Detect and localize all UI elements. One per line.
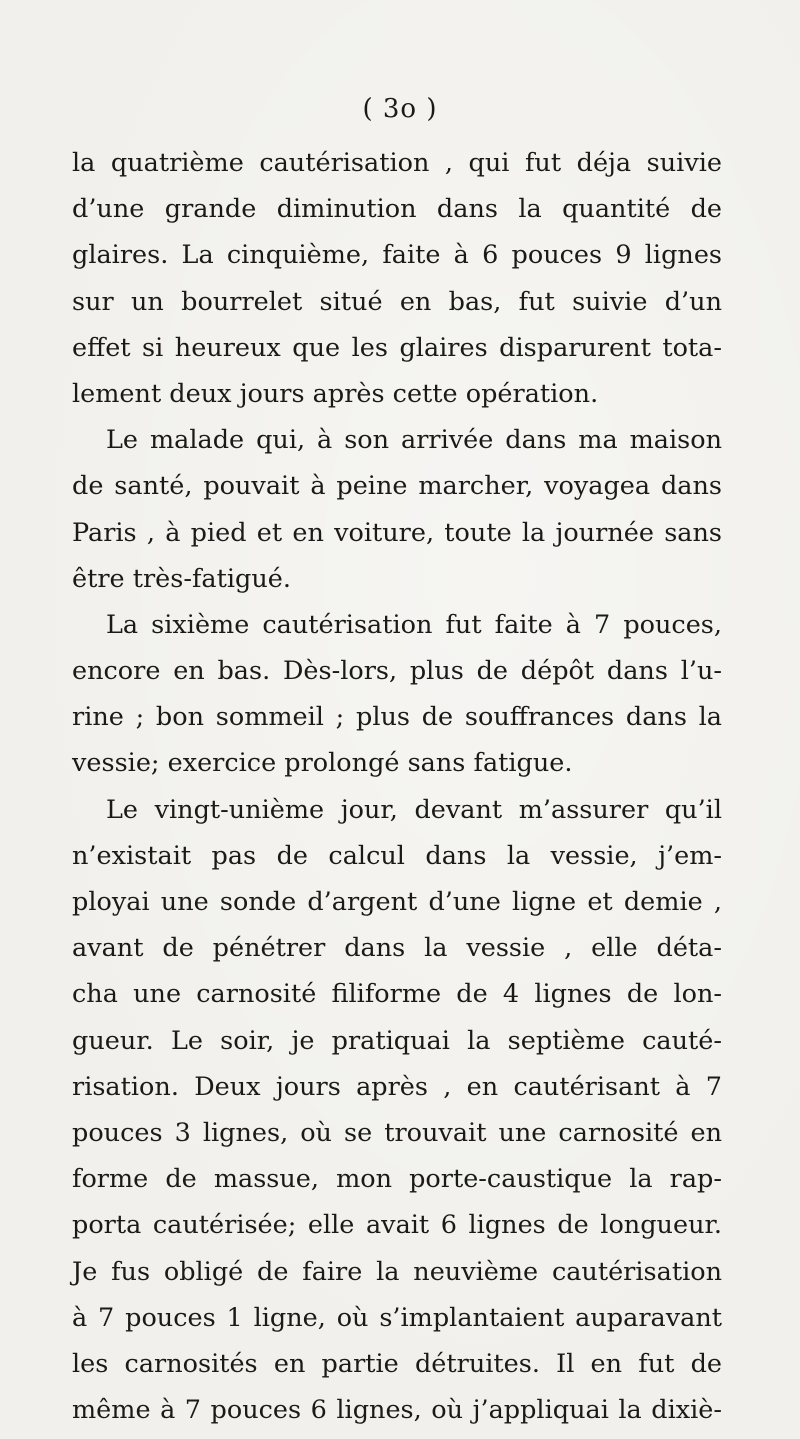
- text-line: lement deux jours après cette opération.: [72, 378, 599, 409]
- text-line: La sixième cautérisation fut faite à 7 pouces,: [106, 609, 722, 640]
- text-line: risation. Deux jours après , en cautérisant à 7: [72, 1071, 722, 1102]
- text-line: sur un bourrelet situé en bas, fut suivie d’un: [72, 286, 722, 317]
- text-line: cha une carnosité filiforme de 4 lignes de lon-: [72, 979, 722, 1010]
- text-line: Le malade qui, à son arrivée dans ma maison: [106, 425, 722, 456]
- text-line: porta cautérisée; elle avait 6 lignes de longueur.: [72, 1210, 722, 1241]
- page-number: ( 3o ): [362, 94, 438, 124]
- text-line: même à 7 pouces 6 lignes, où j’appliquai la dixiè-: [72, 1395, 722, 1426]
- text-line: de santé, pouvait à peine marcher, voyagea dans: [72, 471, 722, 502]
- body-text: [72, 140, 722, 1433]
- text-line: ployai une sonde d’argent d’une ligne et demie ,: [72, 887, 722, 917]
- text-line: effet si heureux que les glaires disparurent tota-: [72, 332, 722, 363]
- text-line: pouces 3 lignes, où se trouvait une carnosité en: [72, 1117, 722, 1148]
- text-line: encore en bas. Dès-lors, plus de dépôt dans l’u-: [72, 656, 722, 687]
- text-line: Paris , à pied et en voiture, toute la journée sans: [72, 517, 722, 548]
- text-line: Je fus obligé de faire la neuvième cautérisation: [72, 1256, 722, 1287]
- text-line: Le vingt-unième jour, devant m’assurer qu’il: [106, 794, 722, 825]
- text-line: vessie; exercice prolongé sans fatigue.: [72, 748, 573, 779]
- text-line: rine ; bon sommeil ; plus de souffrances dans la: [72, 702, 722, 733]
- text-line: être très-fatigué.: [72, 563, 291, 594]
- text-line: glaires. La cinquième, faite à 6 pouces 9 lignes: [72, 240, 722, 271]
- text-line: n’existait pas de calcul dans la vessie, j’em-: [72, 840, 722, 871]
- text-line: les carnosités en partie détruites. Il en fut de: [72, 1348, 722, 1379]
- text-line: à 7 pouces 1 ligne, où s’implantaient auparavant: [72, 1302, 722, 1333]
- text-line: la quatrième cautérisation , qui fut déja suivie: [72, 148, 722, 178]
- text-line: gueur. Le soir, je pratiquai la septième cauté-: [72, 1025, 722, 1056]
- text-line: forme de massue, mon porte-caustique la rap-: [72, 1164, 722, 1195]
- text-line: d’une grande diminution dans la quantité de: [72, 194, 722, 225]
- text-line: avant de pénétrer dans la vessie , elle déta-: [72, 933, 722, 964]
